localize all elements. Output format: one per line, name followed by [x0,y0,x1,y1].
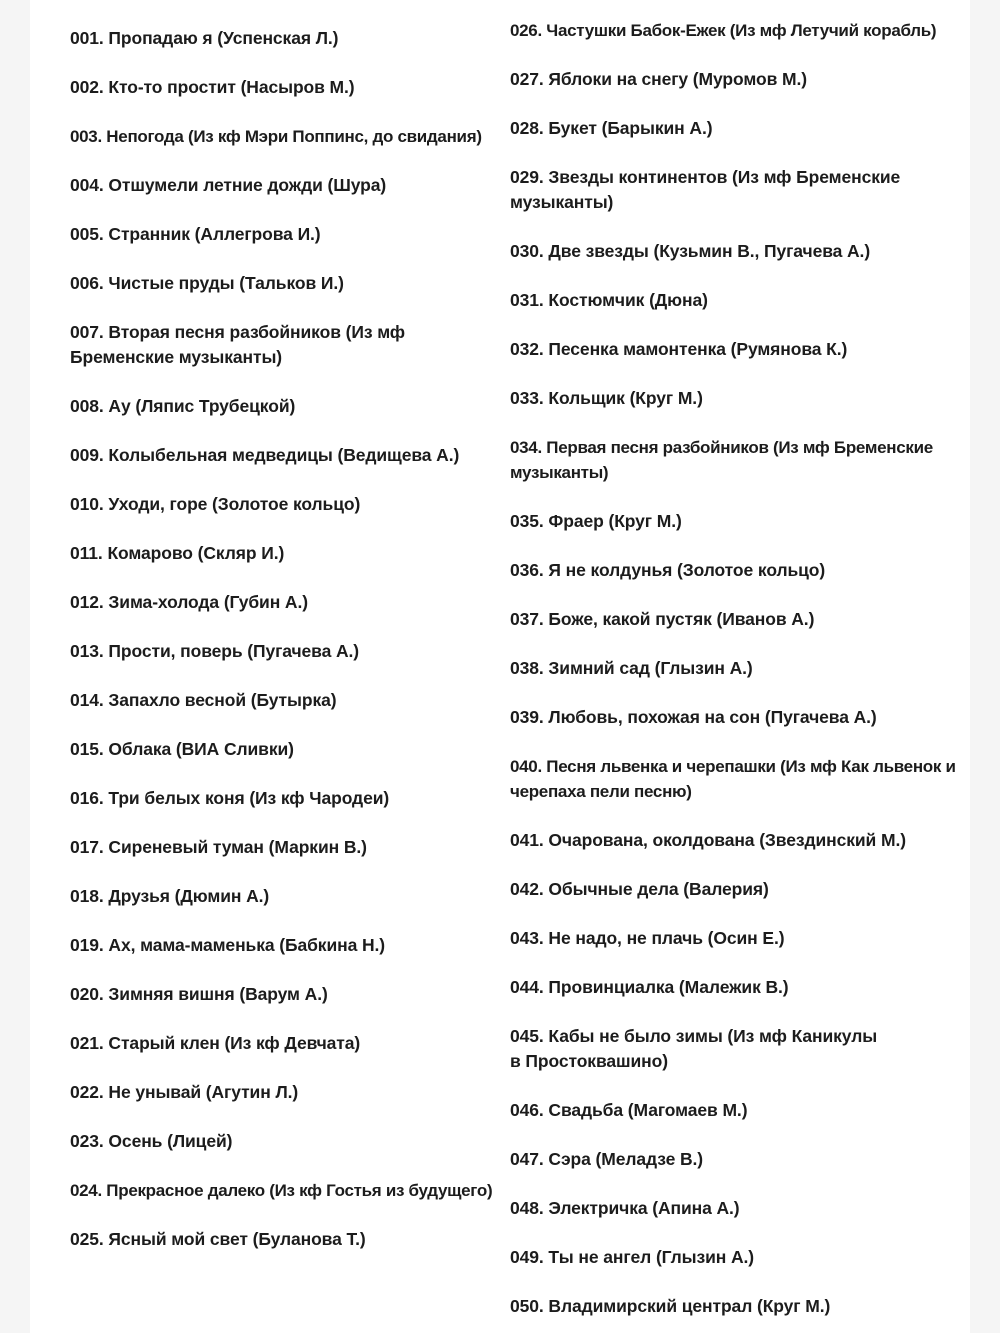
song-item-025: 025. Ясный мой свет (Буланова Т.) [70,1229,366,1249]
song-list-page [30,0,970,1333]
song-item-040: 040. Песня львенка и черепашки (Из мф Как львенок и черепаха пели песню) [510,757,956,801]
song-item-024: 024. Прекрасное далеко (Из кф Гостья из будущего) [70,1181,493,1200]
song-item-006: 006. Чистые пруды (Тальков И.) [70,273,344,293]
song-item-043: 043. Не надо, не плачь (Осин Е.) [510,928,785,948]
song-item-035: 035. Фраер (Круг М.) [510,511,682,531]
song-item-018: 018. Друзья (Дюмин А.) [70,886,270,906]
song-item-038: 038. Зимний сад (Глызин А.) [510,658,753,678]
song-item-031: 031. Костюмчик (Дюна) [510,290,708,310]
song-item-003: 003. Непогода (Из кф Мэри Поппинс, до свидания) [70,127,482,146]
song-item-020: 020. Зимняя вишня (Варум А.) [70,984,328,1004]
song-item-001: 001. Пропадаю я (Успенская Л.) [70,28,339,48]
song-item-008: 008. Ау (Ляпис Трубецкой) [70,396,296,416]
song-item-044: 044. Провинциалка (Малежик В.) [510,977,789,997]
song-item-005: 005. Странник (Аллегрова И.) [70,224,321,244]
song-item-037: 037. Боже, какой пустяк (Иванов А.) [510,609,815,629]
song-item-048: 048. Электричка (Апина А.) [510,1198,740,1218]
song-item-049: 049. Ты не ангел (Глызин А.) [510,1247,755,1267]
song-item-039: 039. Любовь, похожая на сон (Пугачева А.) [510,707,877,727]
song-item-012: 012. Зима-холода (Губин А.) [70,592,308,612]
song-item-027: 027. Яблоки на снегу (Муромов М.) [510,69,807,89]
song-item-036: 036. Я не колдунья (Золотое кольцо) [510,560,826,580]
song-item-010: 010. Уходи, горе (Золотое кольцо) [70,494,361,514]
song-item-034: 034. Первая песня разбойников (Из мф Бременские музыканты) [510,438,933,482]
song-item-029: 029. Звезды континентов (Из мф Бременские музыканты) [510,167,901,212]
song-item-002: 002. Кто-то простит (Насыров М.) [70,77,355,97]
song-item-030: 030. Две звезды (Кузьмин В., Пугачева А.) [510,241,871,261]
song-item-045: 045. Кабы не было зимы (Из мф Каникулы в Простоквашино) [510,1026,878,1071]
song-item-050: 050. Владимирский централ (Круг М.) [510,1296,831,1316]
song-item-041: 041. Очарована, околдована (Звездинский М.) [510,830,906,850]
song-item-042: 042. Обычные дела (Валерия) [510,879,769,899]
song-item-013: 013. Прости, поверь (Пугачева А.) [70,641,360,661]
song-item-028: 028. Букет (Барыкин А.) [510,118,713,138]
song-item-021: 021. Старый клен (Из кф Девчата) [70,1033,361,1053]
song-item-026: 026. Частушки Бабок-Ежек (Из мф Летучий корабль) [510,21,937,40]
song-item-015: 015. Облака (ВИА Сливки) [70,739,294,759]
song-item-009: 009. Колыбельная медведицы (Ведищева А.) [70,445,460,465]
song-item-022: 022. Не унывай (Агутин Л.) [70,1082,299,1102]
song-item-014: 014. Запахло весной (Бутырка) [70,690,337,710]
song-item-004: 004. Отшумели летние дожди (Шура) [70,175,387,195]
song-item-032: 032. Песенка мамонтенка (Румянова К.) [510,339,848,359]
song-item-047: 047. Сэра (Меладзе В.) [510,1149,704,1169]
song-item-011: 011. Комарово (Скляр И.) [70,543,285,563]
song-item-007: 007. Вторая песня разбойников (Из мф Бременские музыканты) [70,322,406,367]
song-item-017: 017. Сиреневый туман (Маркин В.) [70,837,367,857]
song-item-016: 016. Три белых коня (Из кф Чародеи) [70,788,390,808]
song-item-019: 019. Ах, мама-маменька (Бабкина Н.) [70,935,386,955]
song-item-023: 023. Осень (Лицей) [70,1131,233,1151]
song-item-033: 033. Кольщик (Круг М.) [510,388,703,408]
song-item-046: 046. Свадьба (Магомаев М.) [510,1100,748,1120]
